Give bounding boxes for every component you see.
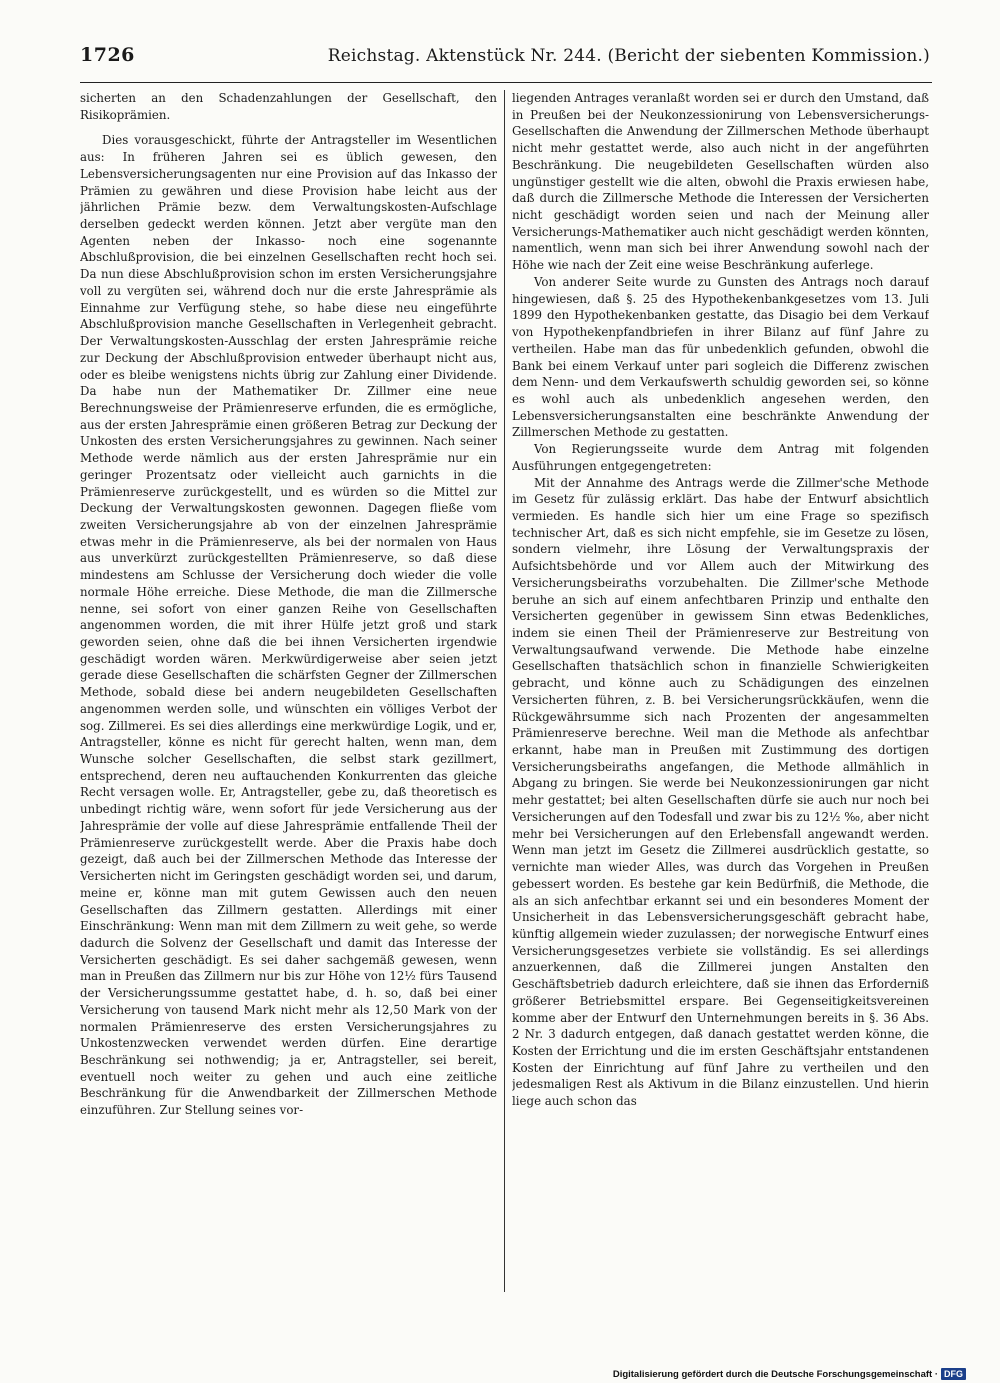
paragraph: sicherten an den Schadenzahlungen der Gesellschaft, den Risikoprämien. (80, 91, 497, 122)
paragraph: Von anderer Seite wurde zu Gunsten des Antrags noch darauf hingewiesen, daß §. 25 des Hypothekenbankgesetzes vom 13. Juli 1899 den Hypothekenbanken gestatte, das Disagio bei dem Verkauf von Hypothekenpfandbriefen in ihrer Bilanz auf fünf Jahre zu vertheilen. Habe man das für unbedenklich gefunden, obwohl die Bank bei einem Verkauf unter pari sogleich die Differenz zwischen dem Nenn- und dem Verkaufswerth schuldig geworden sei, so könne es wohl auch als unbedenklich angesehen werden, den Lebensversicherungsanstalten eine beschränkte Anwendung der Zillmerschen Methode zu gestatten. (512, 274, 929, 440)
left-column (80, 90, 497, 1298)
paragraph: Von Regierungsseite wurde dem Antrag mit folgenden Ausführungen entgegengetreten: (512, 442, 929, 473)
paragraph: Mit der Annahme des Antrags werde die Zillmer'sche Methode im Gesetz für zulässig erklärt. Das habe der Entwurf absichtlich vermieden. Es handle sich hier um eine Frage so spezifisch technischer Art, daß es sich nicht empfehle, sie im Gesetze zu lösen, sondern vielmehr, ihre Lösung der Verwaltungspraxis der Aufsichtsbehörde und vor Allem auch der Mitwirkung des Versicherungsbeiraths vorzubehalten. Die Zillmer'sche Methode beruhe an sich auf einem anfechtbaren Prinzip und enthalte den Versicherten gegenüber in gewissem Sinn etwas Bedenkliches, indem sie einen Theil der Prämienreserve zur Bestreitung von Verwaltungsaufwand verwende. Die Methode habe einzelne Gesellschaften thatsächlich schon in finanzielle Schwierigkeiten gebracht, und könne auch zu Schädigungen des einzelnen Versicherten führen, z. B. bei Versicherungsrückkäufen, wenn die Rückgewährsumme sich nach Prozenten der angesammelten Prämienreserve berechne. Weil man die Methode als anfechtbar erkannt, habe man in Preußen mit Zustimmung des dortigen Versicherungsbeiraths angefangen, die Methode allmählich in Abgang zu bringen. Sie werde bei Neukonzessionirungen gar nicht mehr gestattet; bei alten Gesellschaften dürfe sie auch nur noch bei Versicherungen auf den Todesfall und zwar bis zu 12½ ‰, aber nicht mehr bei Versicherungen auf den Erlebensfall angewandt werden. Wenn man jetzt im Gesetz die Zillmerei ausdrücklich gestatte, so vernichte man wieder Alles, was durch das Vorgehen in Preußen gebessert worden. Es bestehe gar kein Bedürfniß, die Methode, die als an sich anfechtbar erkannt sei und ein besonderes Moment der Unsicherheit in das Lebensversicherungsgeschäft gebracht habe, künftig allgemein wieder zuzulassen; der norwegische Entwurf eines Versicherungsgesetzes verbiete sie vollständig. Es sei allerdings anzuerkennen, daß die Zillmerei jungen Anstalten den Geschäftsbetrieb dadurch erleichtere, daß sie ihnen das Erforderniß größerer Betriebsmittel erspare. Bei Gegenseitigkeitsvereinen komme aber der Entwurf den Unternehmungen bereits in §. 36 Abs. 2 Nr. 3 dadurch entgegen, daß danach gestattet werden könne, die Kosten der Errichtung und die im ersten Geschäftsjahr entstandenen Kosten der Einrichtung auf fünf Jahre zu vertheilen und den jedesmaligen Rest als Aktivum in die Bilanz einzustellen. Und hierin liege auch schon das (512, 475, 929, 1109)
header-rule (80, 82, 932, 83)
dfg-logo: DFG (941, 1368, 966, 1380)
paragraph: Dies vorausgeschickt, führte der Antragsteller im Wesentlichen aus: In früheren Jahren sei es üblich gewesen, den Lebensversicherungsagenten nur eine Provision auf das Inkasso der Prämien zu gewähren und diese Provision habe leicht aus der jährlichen Prämie bezw. dem Verwaltungskosten-Aufschlage derselben gedeckt werden können. Jetzt aber vergüte man den Agenten neben der Inkasso- noch eine sogenannte Abschlußprovision, die bei einzelnen Gesellschaften recht hoch sei. Da nun diese Abschlußprovision schon im ersten Versicherungsjahre voll zu vergüten sei, während doch nur die erste Jahresprämie als Einnahme zur Verfügung stehe, so habe diese neu eingeführte Abschlußprovision manche Gesellschaften in Verlegenheit gebracht. Der Verwaltungskosten-Ausschlag der ersten Jahresprämie reiche zur Deckung der Abschlußprovision entweder überhaupt nicht aus, oder es bleibe wenigstens nichts übrig zur Zahlung einer Dividende. Da habe nun der Mathematiker Dr. Zillmer eine neue Berechnungsweise der Prämienreserve erfunden, die es ermögliche, aus der ersten Jahresprämie einen größeren Betrag zur Deckung der Unkosten des ersten Versicherungsjahres zu gewinnen. Nach seiner Methode werde nämlich aus der ersten Jahresprämie nur ein geringer Prozentsatz oder vielleicht auch garnichts in die Prämienreserve zurückgestellt, und es würden so die Mittel zur Deckung der Verwaltungskosten gewonnen. Dagegen fließe vom zweiten Versicherungsjahre ab von der einzelnen Jahresprämie etwas mehr in die Prämienreserve, als bei der normalen von Haus aus unverkürzt zurückgestellten Prämienreserve, so daß diese mindestens am Schlusse der Versicherung doch wieder die volle normale Höhe erreiche. Diese Methode, die man die Zillmersche nenne, sei sofort von einer ganzen Reihe von Gesellschaften angenommen worden, die mit ihrer Hülfe jetzt groß und stark geworden seien, ohne daß die bei ihnen Versicherten irgendwie geschädigt worden wären. Merkwürdigerweise aber seien jetzt gerade diese Gesellschaften die schärfsten Gegner der Zillmerschen Methode, sobald diese bei andern neugebildeten Gesellschaften angenommen werden solle, und wünschten ein völliges Verbot der sog. Zillmerei. Es sei dies allerdings eine merkwürdige Logik, und er, Antragsteller, könne es nicht für gerecht halten, wenn man, dem Wunsche solcher Gesellschaften, die selbst stark gezillmert, entsprechend, deren neu auftauchenden Konkurrenten das gleiche Recht versagen wolle. Er, Antragsteller, gebe zu, daß theoretisch es unbedingt richtig wäre, wenn sofort für jede Versicherung aus der Jahresprämie der volle auf diese Jahresprämie entfallende Theil der Prämienreserve zurückgestellt werde. Aber die Praxis habe doch gezeigt, daß auch bei der Zillmerschen Methode das Interesse der Versicherten nicht im Geringsten geschädigt worden sei, und darum, meine er, könne man mit gutem Gewissen auch den neuen Gesellschaften das Zillmern gestatten. Allerdings mit einer Einschränkung: Wenn man mit dem Zillmern zu weit gehe, so werde dadurch die Solvenz der Gesellschaft und damit das Interesse der Versicherten geschädigt. Es sei daher sachgemäß gewesen, wenn man in Preußen das Zillmern nur bis zur Höhe von 12½ fürs Tausend der Versicherungssumme gestattet habe, d. h. so, daß bei einer Versicherung von tausend Mark nicht mehr als 12,50 Mark von der normalen Prämienreserve des ersten Versicherungsjahres zu Unkostenzwecken verwendet werden dürfen. Eine derartige Beschränkung sei nothwendig; ja er, Antragsteller, sei bereit, eventuell noch weiter zu gehen und auch eine zeitliche Beschränkung für die Anwendbarkeit der Zillmerschen Methode einzuführen. Zur Stellung seines vor- (80, 133, 497, 1118)
digitization-footer (613, 1367, 966, 1381)
page-number: 1726 (80, 44, 135, 66)
page-header (80, 44, 930, 74)
running-title: Reichstag. Aktenstück Nr. 244. (Bericht der siebenten Kommission.) (327, 46, 930, 66)
footer-credit: Digitalisierung gefördert durch die Deutsche Forschungsgemeinschaft · (612, 1368, 938, 1380)
right-column (512, 90, 929, 1298)
paragraph: liegenden Antrages veranlaßt worden sei er durch den Umstand, daß in Preußen bei der Neukonzessionirung von Lebensversicherungs-Gesellschaften die Anwendung der Zillmerschen Methode überhaupt nicht mehr gestattet werde, also auch nicht in der angeführten Beschränkung. Die neugebildeten Gesellschaften würden also ungünstiger gestellt wie die alten, obwohl die Praxis erwiesen habe, daß durch die Zillmersche Methode die Interessen der Versicherten nicht geschädigt worden seien und nach der Meinung aller Versicherungs-Mathematiker auch nicht geschädigt werden könnten, namentlich, wenn man sich bei ihrer Anwendung sowohl nach der Höhe wie nach der Zeit eine weise Beschränkung auferlege. (512, 91, 929, 273)
column-divider (504, 90, 505, 1292)
